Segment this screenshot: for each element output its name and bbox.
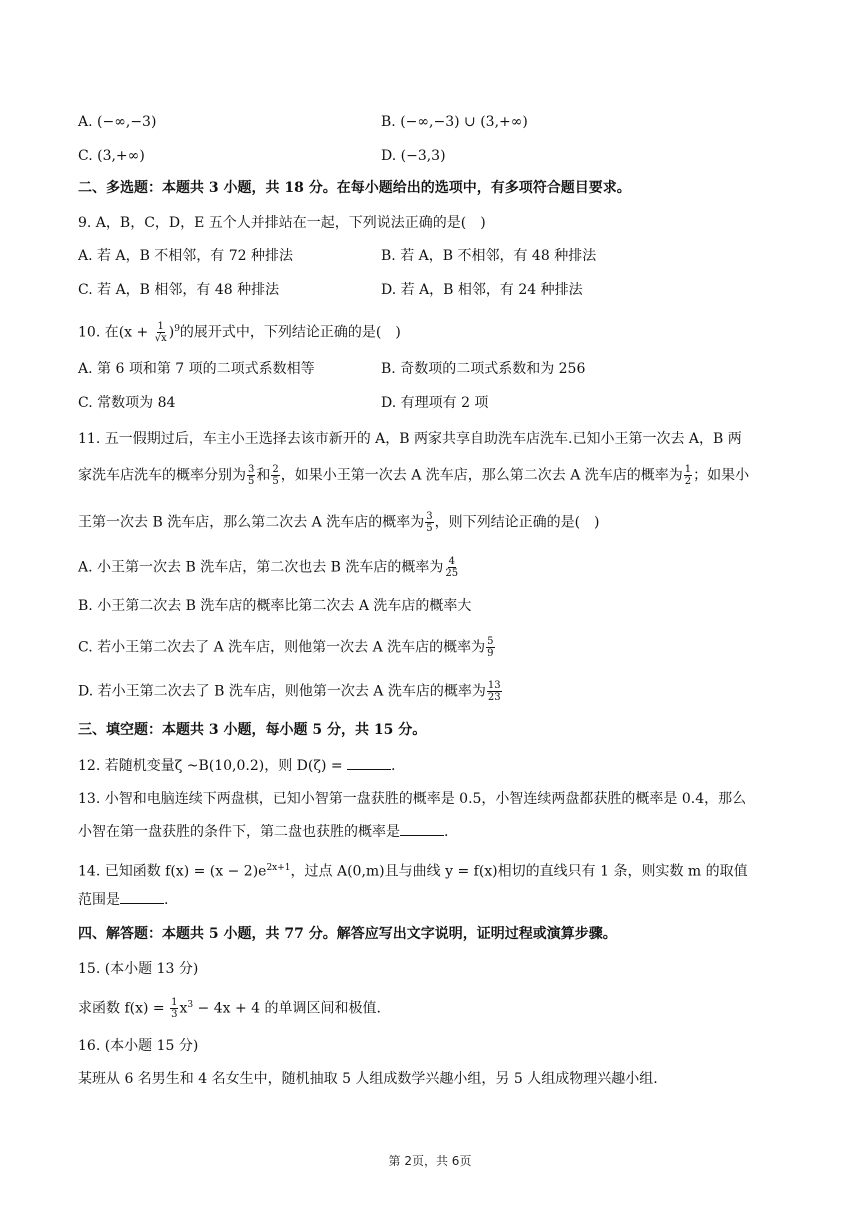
- q8-option-a: A. (−∞,−3): [78, 114, 157, 130]
- q10-option-b: B. 奇数项的二项式系数和为 256: [381, 361, 586, 377]
- q10-stem: 10. 在(x + $\frac{1}{√x}$ )$^9$的展开式中，下列结论正确的是( ): [78, 321, 401, 345]
- q8-option-b: B. (−∞,−3) ∪ (3,+∞): [381, 114, 528, 130]
- q10-option-d: D. 有理项有 2 项: [381, 395, 489, 411]
- q11-line-1: 11. 五一假期过后，车主小王选择去该市新开的 A，B 两家共享自助洗车店洗车.已知小王第一次去 A，B 两: [78, 431, 742, 447]
- q10-option-c: C. 常数项为 84: [78, 395, 176, 411]
- section-heading-fill-blank: 三、填空题：本题共 3 小题，每小题 5 分，共 15 分。: [78, 722, 427, 738]
- q9-option-a: A. 若 A，B 不相邻，有 72 种排法: [78, 248, 294, 264]
- q8-option-d: D. (−3,3): [381, 148, 446, 164]
- answer-blank: [347, 757, 391, 770]
- answer-blank: [120, 891, 164, 904]
- q9-option-c: C. 若 A，B 相邻，有 48 种排法: [78, 282, 280, 298]
- q13-line-1: 13. 小智和电脑连续下两盘棋，已知小智第一盘获胜的概率是 0.5，小智连续两盘都获胜的概率是 0.4，那么: [78, 791, 747, 807]
- q9-stem: 9. A，B，C，D，E 五个人并排站在一起，下列说法正确的是( ): [78, 215, 486, 231]
- fraction: $\frac{1}{√x}$: [154, 321, 167, 345]
- q10-option-a: A. 第 6 项和第 7 项的二项式系数相等: [78, 361, 315, 377]
- q16-header: 16. (本小题 15 分): [78, 1038, 199, 1054]
- q15-body: 求函数 f(x) = $\frac{1}{3}$ $x^3 - 4x + 4$ 的单调区间和极值.: [78, 997, 381, 1021]
- q14-line-1: 14. 已知函数 $f(x) = (x - 2)e^{2x+1}$，过点 A(0,m)且与曲线 y = f(x)相切的直线只有 1 条，则实数 m 的取值: [78, 863, 748, 880]
- section-heading-solutions: 四、解答题：本题共 5 小题，共 77 分。解答应写出文字说明，证明过程或演算步骤。: [78, 926, 617, 942]
- q11-option-a: A. 小王第一次去 B 洗车店，第二次也去 B 洗车店的概率为 $\frac{4}{25}$: [78, 556, 459, 579]
- q11-option-d: D. 若小王第二次去了 B 洗车店，则他第一次去 A 洗车店的概率为 $\frac{13}{23}$: [78, 680, 501, 703]
- q13-line-2: 小智在第一盘获胜的条件下，第二盘也获胜的概率是 .: [78, 824, 449, 840]
- answer-blank: [400, 823, 444, 836]
- q8-option-c: C. (3,+∞): [78, 148, 145, 164]
- section-heading-multiple-choice: 二、多选题：本题共 3 小题，共 18 分。在每小题给出的选项中，有多项符合题目要求。: [78, 180, 631, 196]
- page-footer: 第 2页，共 6页: [388, 1154, 472, 1168]
- q9-option-b: B. 若 A，B 不相邻，有 48 种排法: [381, 248, 597, 264]
- q11-option-b: B. 小王第二次去 B 洗车店的概率比第二次去 A 洗车店的概率大: [78, 598, 472, 614]
- q11-line-2: 家洗车店洗车的概率分别为 $\frac{3}{5}$ 和 $\frac{2}{5}$ ，如果小王第一次去 A 洗车店，那么第二次去 A 洗车店的概率为 $\frac{1}{2}$ ；如果小: [78, 464, 750, 487]
- q11-option-c: C. 若小王第二次去了 A 洗车店，则他第一次去 A 洗车店的概率为 $\frac{5}{9}$: [78, 636, 494, 659]
- q16-body: 某班从 6 名男生和 4 名女生中，随机抽取 5 人组成数学兴趣小组，另 5 人组成物理兴趣小组.: [78, 1071, 658, 1087]
- q12: 12. 若随机变量ζ ~B(10,0.2)，则 D(ζ) = .: [78, 758, 396, 774]
- q15-header: 15. (本小题 13 分): [78, 961, 199, 977]
- q11-line-3: 王第一次去 B 洗车店，那么第二次去 A 洗车店的概率为 $\frac{3}{5}$ ，则下列结论正确的是( ): [78, 511, 600, 534]
- q9-option-d: D. 若 A，B 相邻，有 24 种排法: [381, 282, 583, 298]
- q14-line-2: 范围是 .: [78, 892, 169, 908]
